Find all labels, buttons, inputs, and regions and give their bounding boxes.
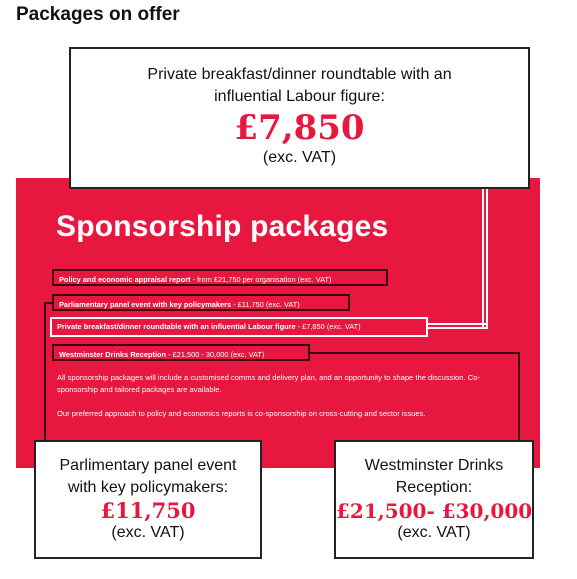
package-price: - £7,850 (exc. VAT) [295, 322, 361, 331]
roundtable-vat: (exc. VAT) [262, 149, 337, 166]
panel-event-price: £11,750 [100, 498, 196, 523]
page-heading: Packages on offer [16, 4, 180, 25]
panel-event-vat: (exc. VAT) [111, 524, 185, 541]
roundtable-connector [482, 186, 488, 329]
package-appraisal-report [52, 269, 388, 286]
drinks-connector [310, 352, 520, 442]
panel-event-callout [34, 440, 262, 559]
drinks-callout [334, 440, 534, 559]
package-name: Parliamentary panel event with key policymakers [59, 300, 232, 309]
roundtable-callout [69, 47, 530, 189]
package-price: - £21,500 - 30,000 (exc. VAT) [166, 350, 265, 359]
panel-title: Sponsorship packages [56, 210, 389, 243]
panel-event-connector [44, 302, 52, 440]
roundtable-connector-bend [428, 323, 488, 329]
package-panel-event [52, 294, 350, 311]
package-name: Private breakfast/dinner roundtable with an influential Labour figure [57, 322, 296, 331]
drinks-vat: (exc. VAT) [397, 524, 471, 541]
package-drinks-reception [52, 344, 310, 361]
package-name: Policy and economic appraisal report [59, 275, 191, 284]
package-roundtable [50, 317, 428, 337]
roundtable-price: £7,850 [234, 108, 365, 148]
packages-note: All sponsorship packages will include a customised comms and delivery plan, and an opportunity to shape the discussion. Co-sponsorship and tailored packages are available. [57, 373, 480, 394]
package-name: Westminster Drinks Reception [59, 350, 167, 359]
reports-note: Our preferred approach to policy and economics reports is co-sponsorship on cross-cutting and sector issues. [57, 409, 426, 418]
roundtable-description: Private breakfast/dinner roundtable with an influential Labour figure: [147, 66, 452, 105]
package-price: - from £21,750 per organisation (exc. VAT) [190, 275, 332, 284]
drinks-description: Westminster Drinks Reception: [364, 457, 504, 496]
panel-event-description: Parlimentary panel event with key policymakers: [59, 457, 237, 496]
drinks-price: £21,500- £30,000 [336, 499, 533, 523]
package-price: - £11,750 (exc. VAT) [231, 300, 300, 309]
